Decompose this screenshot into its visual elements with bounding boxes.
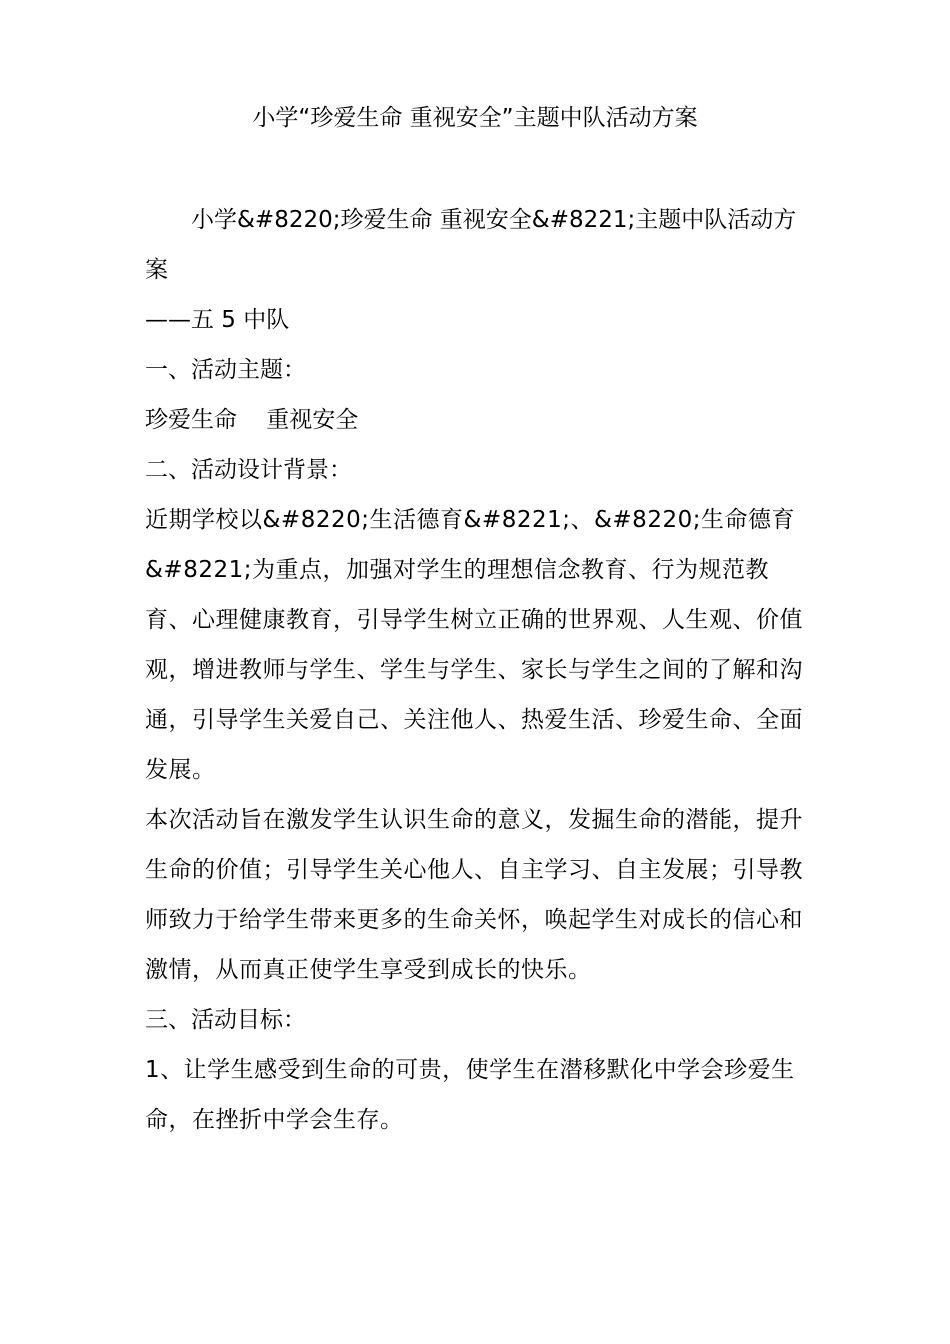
background-paragraph-2: 本次活动旨在激发学生认识生命的意义，发掘生命的潜能，提升生命的价值；引导学生关心他人、自主学习、自主发展；引导教师致力于给学生带来更多的生命关怀，唤起学生对成长的信心和激情，从而真正使学生享受到成长的快乐。	[145, 807, 803, 983]
squad-name: ——五 5 中队	[145, 307, 290, 333]
theme-text: 珍爱生命 重视安全	[145, 407, 359, 433]
section-heading-theme: 一、活动主题：	[145, 357, 306, 383]
section-heading-goals: 三、活动目标：	[145, 1007, 306, 1033]
background-paragraph-1: 近期学校以&#8220;生活德育&#8221;、&#8220;生命德育&#8221;为重点，加强对学生的理想信念教育、行为规范教育、心理健康教育，引导学生树立正确的世界观、人生观、价值观，增进教师与学生、学生与学生、家长与学生之间的了解和沟通，引导学生关爱自己、关注他人、热爱生活、珍爱生命、全面发展。	[145, 507, 803, 783]
goal-item-1: 1、让学生感受到生命的可贵，使学生在潜移默化中学会珍爱生命，在挫折中学会生存。	[145, 1057, 795, 1133]
document-body	[145, 195, 805, 1145]
section-heading-background: 二、活动设计背景：	[145, 457, 352, 483]
subtitle-paragraph: 小学&#8220;珍爱生命 重视安全&#8221;主题中队活动方案	[145, 207, 797, 283]
document-title: 小学“珍爱生命 重视安全”主题中队活动方案	[252, 105, 698, 131]
